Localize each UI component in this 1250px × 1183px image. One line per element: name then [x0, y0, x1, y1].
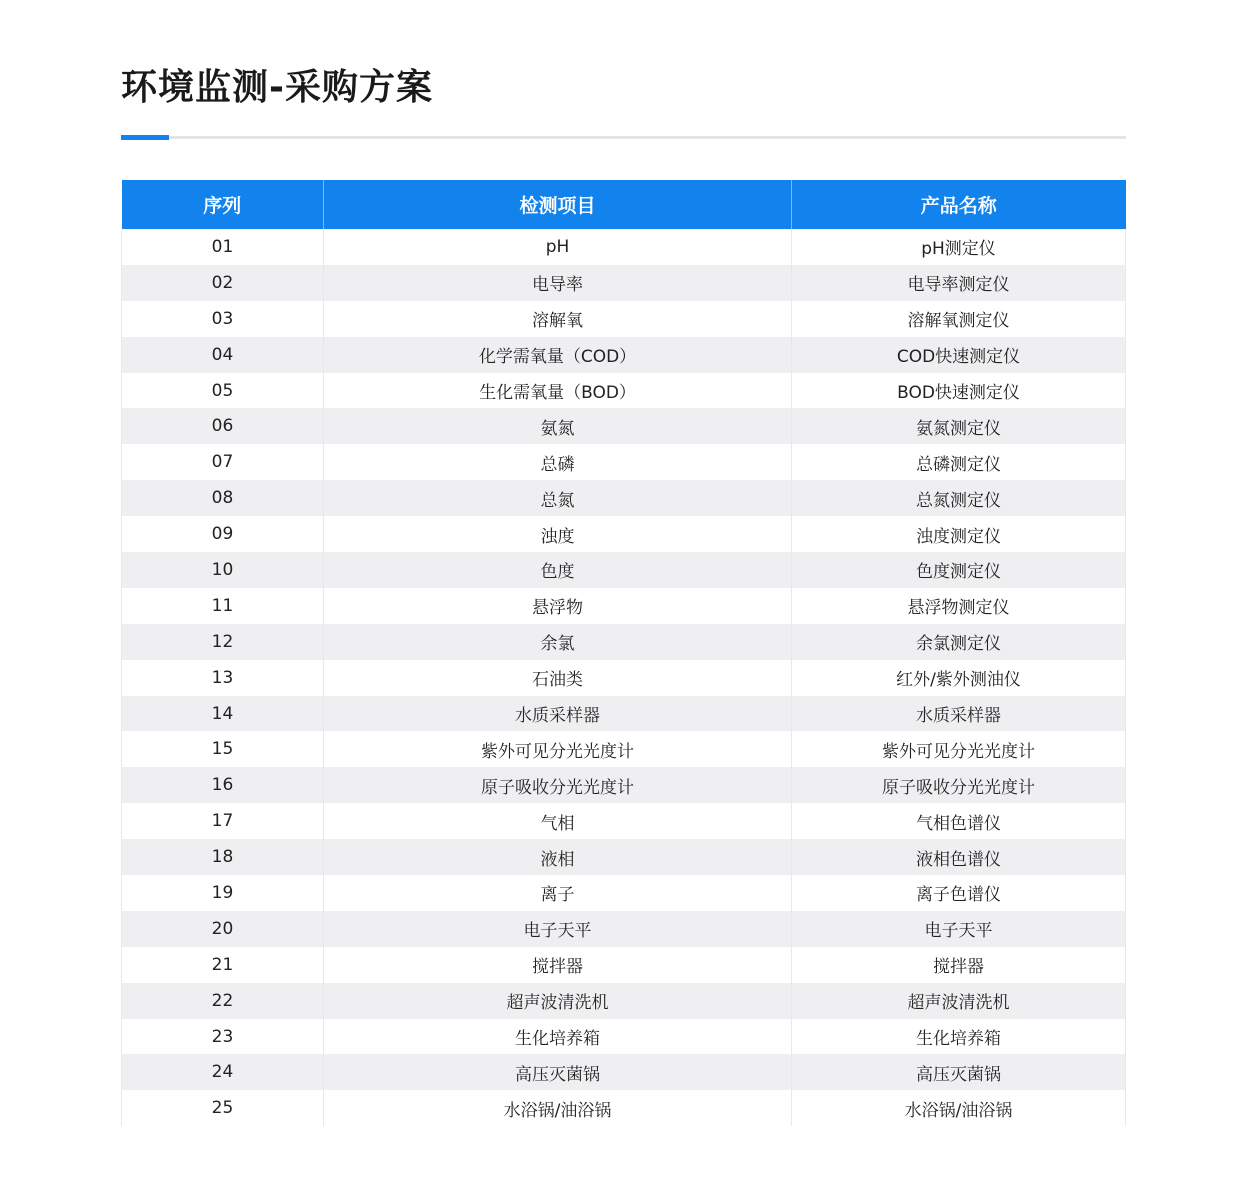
- product-name-cell: 悬浮物测定仪: [792, 588, 1126, 624]
- product-name-cell: 液相色谱仪: [792, 839, 1126, 875]
- table-row: [122, 552, 1126, 588]
- table-row: [122, 588, 1126, 624]
- product-name-cell: pH测定仪: [792, 229, 1126, 265]
- test-item-cell: 色度: [324, 552, 792, 588]
- product-name-cell: 红外/紫外测油仪: [792, 660, 1126, 696]
- test-item-cell: 气相: [324, 803, 792, 839]
- table-row: [122, 337, 1126, 373]
- product-name-cell: 电子天平: [792, 911, 1126, 947]
- row-index-cell: 15: [122, 731, 324, 767]
- row-index-cell: 07: [122, 444, 324, 480]
- product-name-cell: 总氮测定仪: [792, 480, 1126, 516]
- product-name-cell: 余氯测定仪: [792, 624, 1126, 660]
- product-name-cell: 搅拌器: [792, 947, 1126, 983]
- product-name-cell: 氨氮测定仪: [792, 408, 1126, 444]
- page-title: 环境监测-采购方案: [121, 67, 433, 108]
- row-index-cell: 05: [122, 373, 324, 409]
- table-row: [122, 839, 1126, 875]
- table-row: [122, 767, 1126, 803]
- table-row: [122, 660, 1126, 696]
- row-index-cell: 25: [122, 1090, 324, 1126]
- test-item-cell: 原子吸收分光光度计: [324, 767, 792, 803]
- title-underline-accent: [121, 135, 169, 140]
- table-row: [122, 803, 1126, 839]
- test-item-cell: 化学需氧量（COD）: [324, 337, 792, 373]
- row-index-cell: 19: [122, 875, 324, 911]
- test-item-cell: 电子天平: [324, 911, 792, 947]
- product-name-cell: 气相色谱仪: [792, 803, 1126, 839]
- row-index-cell: 17: [122, 803, 324, 839]
- row-index-cell: 22: [122, 983, 324, 1019]
- test-item-cell: 总氮: [324, 480, 792, 516]
- table-row: [122, 373, 1126, 409]
- row-index-cell: 04: [122, 337, 324, 373]
- row-index-cell: 03: [122, 301, 324, 337]
- header-row: [122, 180, 1126, 229]
- test-item-cell: 生化培养箱: [324, 1019, 792, 1055]
- table-row: [122, 731, 1126, 767]
- row-index-cell: 09: [122, 516, 324, 552]
- test-item-cell: 氨氮: [324, 408, 792, 444]
- product-name-cell: 原子吸收分光光度计: [792, 767, 1126, 803]
- procurement-table: [121, 180, 1126, 1126]
- product-name-cell: 色度测定仪: [792, 552, 1126, 588]
- table-row: [122, 301, 1126, 337]
- test-item-cell: 液相: [324, 839, 792, 875]
- test-item-cell: 水质采样器: [324, 696, 792, 732]
- table-row: [122, 229, 1126, 265]
- test-item-cell: 生化需氧量（BOD）: [324, 373, 792, 409]
- row-index-cell: 18: [122, 839, 324, 875]
- row-index-cell: 14: [122, 696, 324, 732]
- row-index-cell: 08: [122, 480, 324, 516]
- row-index-cell: 01: [122, 229, 324, 265]
- test-item-cell: 总磷: [324, 444, 792, 480]
- row-index-cell: 23: [122, 1019, 324, 1055]
- row-index-cell: 24: [122, 1054, 324, 1090]
- row-index-cell: 21: [122, 947, 324, 983]
- table-row: [122, 1090, 1126, 1126]
- header-index: 序列: [122, 180, 324, 229]
- row-index-cell: 13: [122, 660, 324, 696]
- product-name-cell: 紫外可见分光光度计: [792, 731, 1126, 767]
- test-item-cell: 电导率: [324, 265, 792, 301]
- product-name-cell: 超声波清洗机: [792, 983, 1126, 1019]
- table-row: [122, 696, 1126, 732]
- row-index-cell: 06: [122, 408, 324, 444]
- product-name-cell: 水浴锅/油浴锅: [792, 1090, 1126, 1126]
- table-row: [122, 480, 1126, 516]
- table-row: [122, 875, 1126, 911]
- table-row: [122, 1054, 1126, 1090]
- header-product-name: 产品名称: [792, 180, 1126, 229]
- product-name-cell: 浊度测定仪: [792, 516, 1126, 552]
- row-index-cell: 16: [122, 767, 324, 803]
- test-item-cell: 浊度: [324, 516, 792, 552]
- table-row: [122, 1019, 1126, 1055]
- product-name-cell: BOD快速测定仪: [792, 373, 1126, 409]
- row-index-cell: 02: [122, 265, 324, 301]
- test-item-cell: 搅拌器: [324, 947, 792, 983]
- test-item-cell: 溶解氧: [324, 301, 792, 337]
- title-underline-track: [121, 136, 1126, 139]
- product-name-cell: 电导率测定仪: [792, 265, 1126, 301]
- table-row: [122, 911, 1126, 947]
- table-row: [122, 444, 1126, 480]
- title-underline: [121, 135, 1126, 140]
- header-test-item: 检测项目: [324, 180, 792, 229]
- test-item-cell: 超声波清洗机: [324, 983, 792, 1019]
- product-name-cell: 离子色谱仪: [792, 875, 1126, 911]
- test-item-cell: 石油类: [324, 660, 792, 696]
- row-index-cell: 20: [122, 911, 324, 947]
- table-row: [122, 983, 1126, 1019]
- table-row: [122, 624, 1126, 660]
- table-header: [122, 180, 1126, 229]
- product-name-cell: COD快速测定仪: [792, 337, 1126, 373]
- test-item-cell: 高压灭菌锅: [324, 1054, 792, 1090]
- product-name-cell: 溶解氧测定仪: [792, 301, 1126, 337]
- product-name-cell: 生化培养箱: [792, 1019, 1126, 1055]
- row-index-cell: 10: [122, 552, 324, 588]
- test-item-cell: 离子: [324, 875, 792, 911]
- product-name-cell: 水质采样器: [792, 696, 1126, 732]
- table-body: [122, 229, 1126, 1126]
- table-row: [122, 408, 1126, 444]
- test-item-cell: 悬浮物: [324, 588, 792, 624]
- table-row: [122, 947, 1126, 983]
- test-item-cell: 紫外可见分光光度计: [324, 731, 792, 767]
- product-name-cell: 总磷测定仪: [792, 444, 1126, 480]
- row-index-cell: 12: [122, 624, 324, 660]
- row-index-cell: 11: [122, 588, 324, 624]
- test-item-cell: 余氯: [324, 624, 792, 660]
- product-name-cell: 高压灭菌锅: [792, 1054, 1126, 1090]
- test-item-cell: 水浴锅/油浴锅: [324, 1090, 792, 1126]
- test-item-cell: pH: [324, 229, 792, 265]
- table-row: [122, 516, 1126, 552]
- table-row: [122, 265, 1126, 301]
